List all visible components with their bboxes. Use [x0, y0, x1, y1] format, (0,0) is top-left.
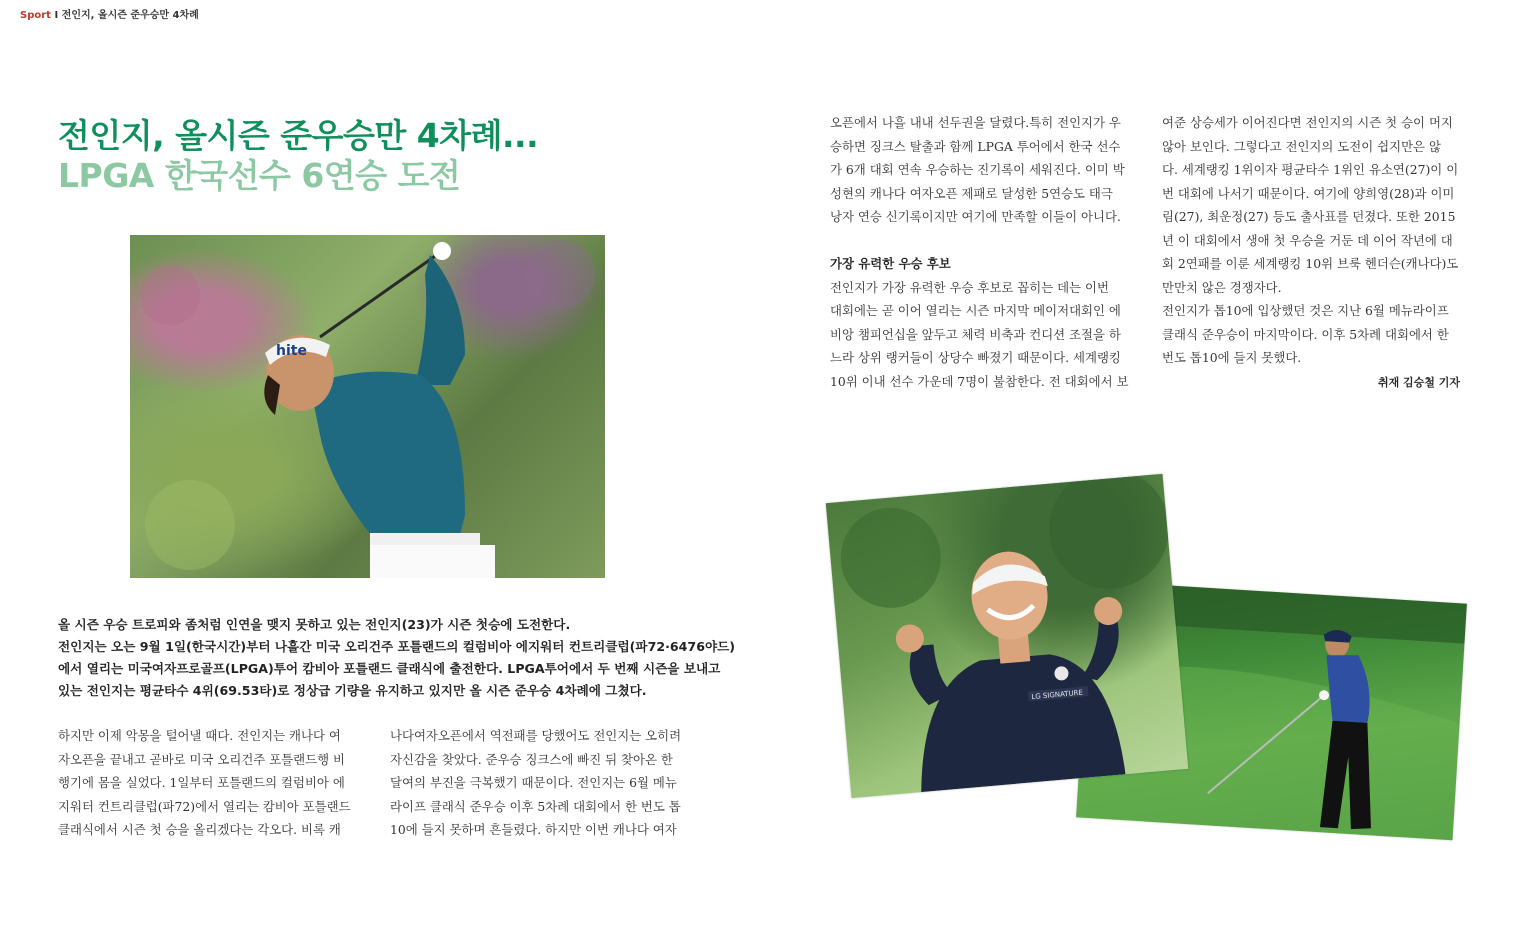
body-line: 자오픈을 끝내고 곧바로 미국 오리건주 포틀랜드행 비	[58, 751, 345, 767]
golfer-portrait-photo	[826, 474, 1189, 798]
lede-line: 에서 열리는 미국여자프로골프(LPGA)투어 캄비아 포틀랜드 클래식에 출전한다. LPGA투어에서 두 번째 시즌을 보내고	[58, 661, 721, 676]
body-line: 번 대회에 나서기 때문이다. 여기에 양희영(28)과 이미	[1162, 185, 1455, 201]
body-line: 않아 보인다. 그렇다고 전인지의 도전이 쉽지만은 않	[1162, 138, 1441, 154]
body-line: 비앙 챔피언십을 앞두고 체력 비축과 컨디션 조절을 하	[830, 326, 1121, 342]
body-line: 클래식에서 시즌 첫 승을 올리겠다는 각오다. 비록 캐	[58, 822, 341, 837]
body-line: 자신감을 찾았다. 준우승 징크스에 빠진 뒤 찾아온 한	[390, 751, 673, 767]
body-line: 나다여자오픈에서 역전패를 당했어도 전인지는 오히려	[390, 728, 682, 743]
header-separator: I	[54, 10, 59, 21]
body-line: 지워터 컨트리클럽(파72)에서 열리는 캄비아 포틀랜드	[58, 798, 351, 814]
body-line: 다. 세계랭킹 1위이자 평균타수 1위인 유소연(27)이 이	[1162, 162, 1459, 177]
lede-paragraph	[58, 614, 736, 702]
body-line: 달여의 부진을 극복했기 때문이다. 전인지는 6월 메뉴	[390, 775, 677, 790]
body-line: 여준 상승세가 이어진다면 전인지의 시즌 첫 승이 머지	[1162, 115, 1453, 130]
golfer-portrait-illustration	[826, 474, 1189, 798]
visor-text: hite	[276, 343, 307, 359]
headline-main: 전인지, 올시즌 준우승만 4차례...	[58, 116, 539, 155]
body-line: 만만치 않은 경쟁자다.	[1162, 279, 1282, 295]
golfer-swing-illustration	[130, 235, 605, 578]
headline-sub: LPGA 한국선수 6연승 도전	[58, 156, 461, 195]
section-label: Sport	[20, 10, 51, 21]
body-column-4	[1162, 111, 1458, 370]
body-line: 전인지가 가장 유력한 우승 후보로 꼽히는 데는 이번	[830, 279, 1109, 295]
body-line: 느라 상위 랭커들이 상당수 빠졌기 때문이다. 세계랭킹	[830, 350, 1121, 365]
body-line: 10위 이내 선수 가운데 7명이 불참한다. 전 대회에서 보	[830, 373, 1129, 389]
body-line: 대회에는 곧 이어 열리는 시즌 마지막 메이저대회인 에	[830, 303, 1121, 318]
running-header	[20, 6, 199, 21]
body-column-3	[830, 111, 1128, 393]
body-line: 림(27), 최운정(27) 등도 출사표를 던졌다. 또한 2015	[1162, 209, 1456, 224]
body-column-1	[58, 724, 351, 842]
header-title: 전인지, 올시즌 준우승만 4차례	[61, 10, 199, 21]
lede-line: 전인지는 오는 9월 1일(한국시간)부터 나흘간 미국 오리건주 포틀랜드의 컬럼비아 에지워터 컨트리클럽(파72·6476야드)	[58, 639, 736, 654]
lede-line: 있는 전인지는 평균타수 4위(69.53타)로 정상급 기량을 유지하고 있지만 올 시즌 준우승 4차례에 그쳤다.	[58, 683, 647, 698]
body-column-2	[390, 724, 681, 842]
body-line: 10에 들지 못하며 흔들렸다. 하지만 이번 캐나다 여자	[390, 822, 677, 837]
body-line: 성현의 캐나다 여자오픈 제패로 달성한 5연승도 태극	[830, 185, 1113, 201]
body-line: 승하면 징크스 탈출과 함께 LPGA 투어에서 한국 선수	[830, 138, 1121, 154]
body-line: 년 이 대회에서 생애 첫 우승을 거둔 데 이어 작년에 대	[1162, 232, 1453, 248]
golfer-swing-photo	[130, 235, 605, 578]
body-line: 전인지가 톱10에 입상했던 것은 지난 6월 메뉴라이프	[1162, 303, 1449, 318]
body-line: 하지만 이제 악몽을 털어낼 때다. 전인지는 캐나다 여	[58, 728, 341, 743]
lede-line: 올 시즌 우승 트로피와 좀처럼 인연을 맺지 못하고 있는 전인지(23)가 시즌 첫승에 도전한다.	[58, 617, 571, 632]
body-line: 번도 톱10에 들지 못했다.	[1162, 350, 1302, 365]
body-line: 회 2연패를 이룬 세계랭킹 10위 브룩 헨더슨(캐나다)도	[1162, 256, 1459, 271]
body-line: 행기에 몸을 실었다. 1일부터 포틀랜드의 컬럼비아 에	[58, 775, 345, 790]
body-line: 가 6개 대회 연속 우승하는 진기록이 세워진다. 이미 박	[830, 162, 1125, 177]
body-line: 오픈에서 나흘 내내 선두권을 달렸다.특히 전인지가 우	[830, 115, 1121, 130]
body-line: 낭자 연승 신기록이지만 여기에 만족할 이들이 아니다.	[830, 209, 1121, 224]
subheading: 가장 유력한 우승 후보	[830, 256, 951, 271]
shirt-logo-text: LG SIGNATURE	[1031, 688, 1084, 702]
byline: 취재 김승철 기자	[1377, 376, 1460, 389]
body-line: 클래식 준우승이 마지막이다. 이후 5차례 대회에서 한	[1162, 326, 1449, 342]
body-line: 라이프 클래식 준우승 이후 5차례 대회에서 한 번도 톱	[390, 798, 681, 814]
